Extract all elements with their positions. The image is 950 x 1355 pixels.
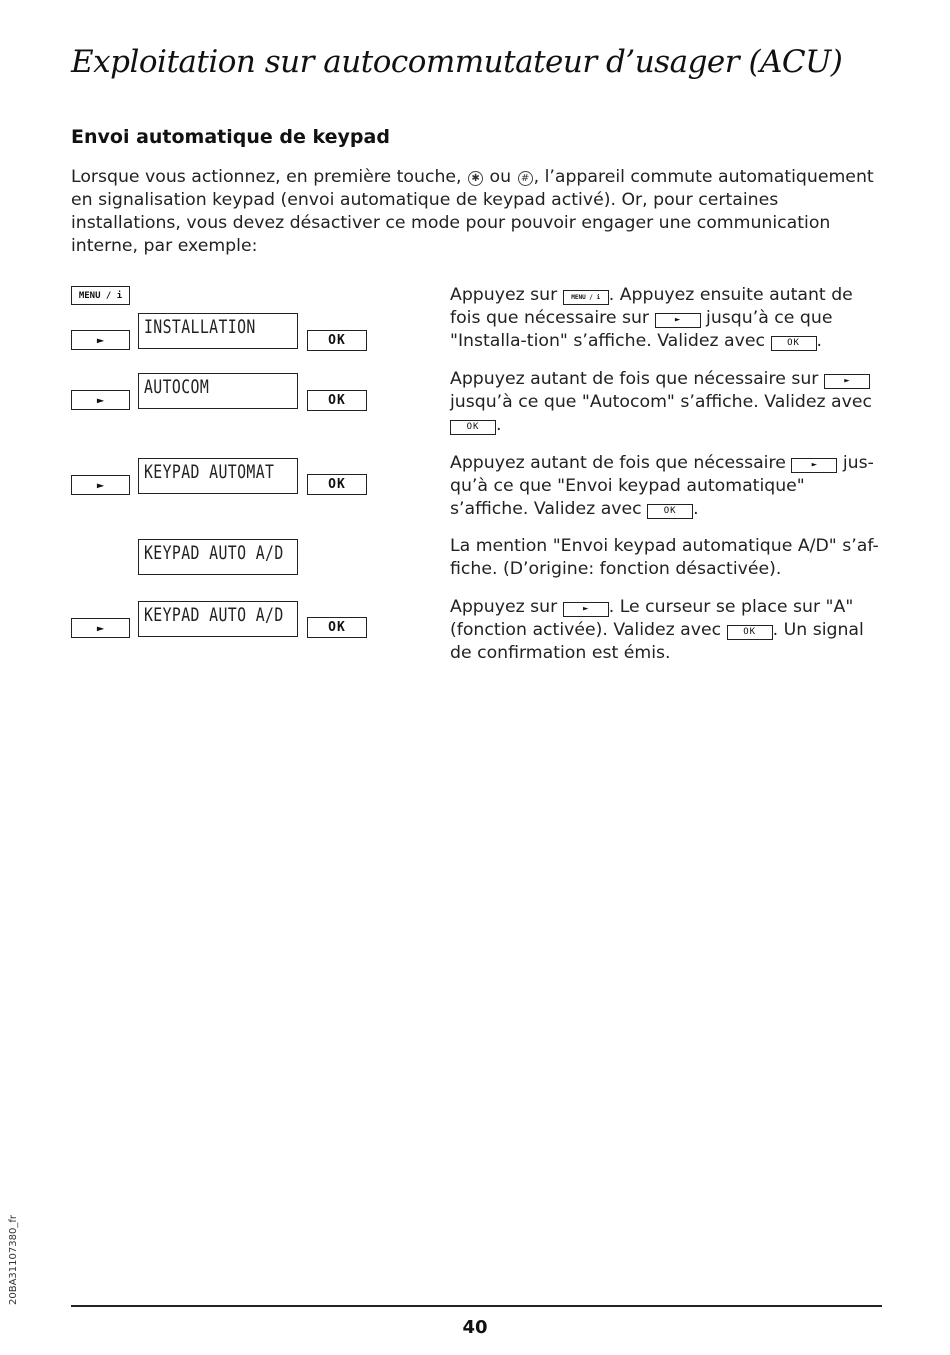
ok-key-inline-icon: OK [647, 504, 693, 519]
step-2-text-b: jusqu’à ce que "Autocom" s’affiche. Validez avec [450, 392, 873, 412]
step-5-description [450, 596, 886, 665]
arrow-key-inline-icon: ► [655, 313, 701, 328]
lcd-display-keypad-auto-ad-default [138, 539, 298, 575]
menu-key-graphic: MENU / i [71, 286, 130, 305]
step-2-text-c: . [496, 415, 502, 435]
intro-or: ou [489, 167, 512, 187]
menu-key-inline-icon: MENU / i [563, 290, 609, 305]
arrow-key-inline-icon: ► [563, 602, 609, 617]
lcd-display-keypad-auto-ad-active [138, 601, 298, 637]
step-4-text-a: La mention "Envoi keypad automatique A/D" s’af-fiche. (D’origine: fonction désactivée). [450, 536, 879, 579]
ok-key-inline-icon: OK [450, 420, 496, 435]
page-title: Exploitation sur autocommutateur d’usager (ACU) [71, 44, 843, 80]
ok-key-graphic: OK [307, 330, 367, 351]
step-1-text-b: . Appuyez ensuite autant de fois que nécessaire sur [450, 285, 853, 328]
intro-text-1: Lorsque vous actionnez, en première touche, [71, 167, 462, 187]
step-1-text-c: jusqu’à ce que "Installa-tion" s’affiche. Validez avec [450, 308, 833, 351]
document-code: 20BA31107380_fr [8, 1215, 19, 1305]
intro-text-2: , l’appareil commute automatiquement en signalisation keypad (envoi automatique de keypad activé). Or, pour certaines installations, vous devez désactiver ce mode pour pouvoir engager une communication interne, par exemple: [71, 167, 874, 256]
arrow-key-graphic: ► [71, 475, 130, 495]
step-5-text-a: Appuyez sur [450, 597, 558, 617]
step-1-text-a: Appuyez sur [450, 285, 558, 305]
arrow-key-graphic: ► [71, 390, 130, 410]
ok-key-inline-icon: OK [771, 336, 817, 351]
ok-key-graphic: OK [307, 474, 367, 495]
step-5-text-b: . Le curseur se place sur "A" (fonction activée). Validez avec [450, 597, 854, 640]
lcd-display-autocom [138, 373, 298, 409]
lcd-display-keypad-automat [138, 458, 298, 494]
step-3-text-b: jus-qu’à ce que "Envoi keypad automatique" s’affiche. Validez avec [450, 453, 874, 519]
step-1-description [450, 284, 886, 353]
lcd-text-installation: INSTALLATION [144, 316, 256, 338]
arrow-key-graphic: ► [71, 330, 130, 350]
ok-key-graphic: OK [307, 390, 367, 411]
step-3-description [450, 452, 886, 521]
step-3-text-a: Appuyez autant de fois que nécessaire [450, 453, 786, 473]
footer-divider [71, 1305, 882, 1307]
step-5-text-c: . Un signal de confirmation est émis. [450, 620, 864, 663]
arrow-key-inline-icon: ► [791, 458, 837, 473]
hash-key-icon: # [518, 171, 533, 186]
section-heading: Envoi automatique de keypad [71, 126, 390, 148]
lcd-text-autocom: AUTOCOM [144, 376, 210, 398]
step-3-text-c: . [693, 499, 699, 519]
ok-key-graphic: OK [307, 617, 367, 638]
step-4-description [450, 535, 886, 581]
lcd-display-installation [138, 313, 298, 349]
lcd-text-keypad-auto-ad-active: KEYPAD AUTO A/D [144, 604, 284, 626]
step-2-description [450, 368, 886, 437]
page-number: 40 [462, 1317, 488, 1338]
step-1-text-d: . [816, 331, 822, 351]
ok-key-inline-icon: OK [727, 625, 773, 640]
intro-paragraph [71, 166, 886, 258]
lcd-text-keypad-auto-ad-default: KEYPAD AUTO A/D [144, 542, 284, 564]
step-2-text-a: Appuyez autant de fois que nécessaire sur [450, 369, 819, 389]
star-key-icon: ✱ [468, 171, 483, 186]
arrow-key-inline-icon: ► [824, 374, 870, 389]
arrow-key-graphic: ► [71, 618, 130, 638]
lcd-text-keypad-automat: KEYPAD AUTOMAT [144, 461, 275, 483]
